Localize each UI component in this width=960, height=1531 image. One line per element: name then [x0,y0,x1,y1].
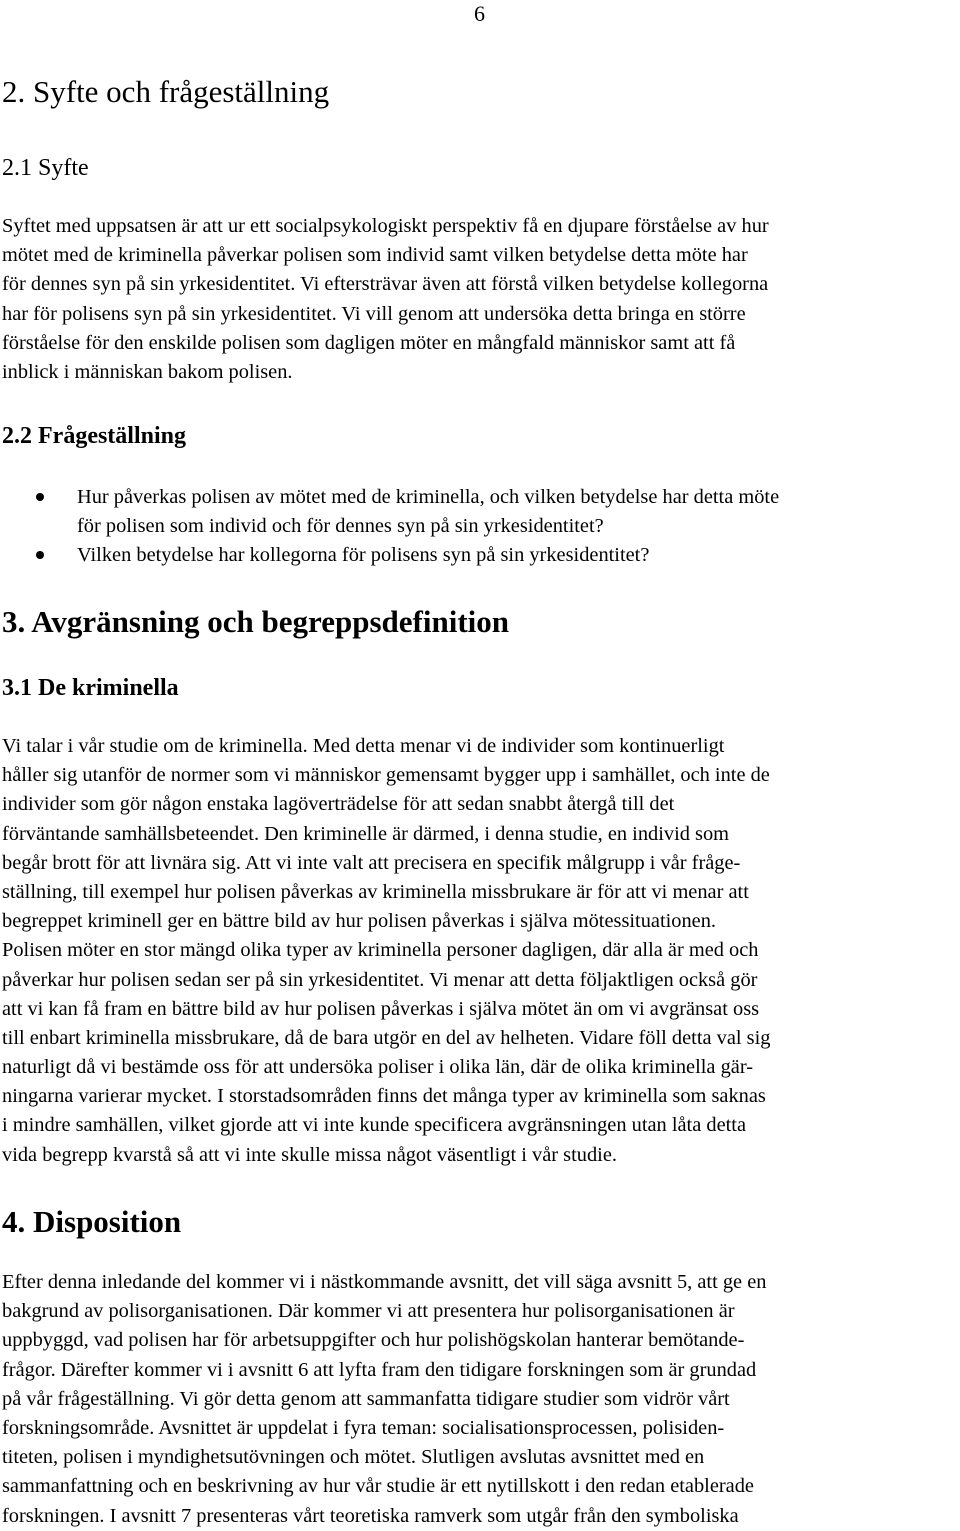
text-line: att vi kan få fram en bättre bild av hur polisen påverkas i själva mötet än om vi avgränsat oss [2,997,760,1020]
text-line: forskningsområde. Avsnittet är uppdelat i fyra teman: socialisationsprocessen, polisiden- [2,1416,725,1439]
bullet-icon [36,493,44,501]
section-2-2-heading: 2.2 Frågeställning [2,423,186,449]
text-line: Polisen möter en stor mängd olika typer av kriminella personer dagligen, där alla är med och [2,939,759,962]
text-line: begreppet kriminell ger en bättre bild av hur polisen påverkas i själva mötessituationen. [2,910,717,933]
text-line: för dennes syn på sin yrkesidentitet. Vi eftersträvar även att förstå vilken betydelse kollegorna [2,273,769,296]
text-line: forskningen. I avsnitt 7 presenteras vårt teoretiska ramverk som utgår från den symboliska [2,1504,739,1527]
text-line: Syftet med uppsatsen är att ur ett socialpsykologiskt perspektiv få en djupare förståelse av hur [2,215,769,237]
section-3-1-paragraph [2,732,770,1170]
text-line: i mindre samhällen, vilket gjorde att vi inte kunde specificera avgränsningen utan låta detta [2,1114,746,1137]
text-line: individer som gör någon enstaka lagöverträdelse för att sedan snabbt återgå till det [2,793,675,816]
section-3-1-heading: 3.1 De kriminella [2,675,179,701]
text-line: förståelse för den enskilde polisen som dagligen möter en mångfald människor samt att få [2,331,736,354]
section-2-1-heading: 2.1 Syfte [2,155,89,181]
text-line: titeten, polisen i myndighetsutövningen och mötet. Slutligen avslutas avsnittet med en [2,1446,705,1469]
section-2-heading: 2. Syfte och frågeställning [2,74,330,109]
text-line: uppbyggd, vad polisen har för arbetsuppgifter och hur polishögskolan hanterar bemötande- [2,1329,745,1352]
list-item [0,541,779,570]
text-line: påverkar hur polisen sedan ser på sin yrkesidentitet. Vi menar att detta följaktligen också gör [2,968,758,991]
text-line: bakgrund av polisorganisationen. Där kommer vi att presentera hur polisorganisationen är [2,1300,735,1323]
text-line: på vår frågeställning. Vi gör detta genom att sammanfatta tidigare studier som vidrör vårt [2,1387,730,1410]
text-line: Vi talar i vår studie om de kriminella. Med detta menar vi de individer som kontinuerligt [2,735,725,757]
text-line: ningarna varierar mycket. I storstadsområden finns det många typer av kriminella som saknas [2,1085,766,1108]
page-number: 6 [474,1,485,26]
text-line: frågor. Därefter kommer vi i avsnitt 6 att lyfta fram den tidigare forskningen som är grundad [2,1358,757,1381]
text-line: begår brott för att livnära sig. Att vi inte valt att precisera en specifik målgrupp i vår fråge- [2,851,741,874]
text-line: till enbart kriminella missbrukare, då de bara utgör en del av helheten. Vidare föll detta val sig [2,1026,771,1049]
text-line: Vilken betydelse har kollegorna för polisens syn på sin yrkesidentitet? [77,544,650,567]
bullet-icon [36,551,44,559]
text-line: inblick i människan bakom polisen. [2,360,293,383]
list-item [0,483,779,541]
text-line: förväntande samhällsbeteendet. Den kriminelle är därmed, i denna studie, en individ som [2,822,730,845]
section-3-heading: 3. Avgränsning och begreppsdefinition [2,604,510,639]
text-line: mötet med de kriminella påverkar polisen som individ samt vilken betydelse detta möte har [2,244,748,267]
text-line: håller sig utanför de normer som vi människor gemensamt bygger upp i samhället, och inte de [2,764,770,787]
section-4-heading: 4. Disposition [2,1204,182,1239]
text-line: ställning, till exempel hur polisen påverkas av kriminella missbrukare är för att vi menar att [2,880,749,903]
text-line: Efter denna inledande del kommer vi i nästkommande avsnitt, det vill säga avsnitt 5, att ge en [2,1271,767,1293]
text-line: har för polisens syn på sin yrkesidentitet. Vi vill genom att undersöka detta bringa en större [2,302,746,325]
section-4-paragraph [2,1268,766,1531]
text-line: sammanfattning och en beskrivning av hur vår studie är ett nytillskott i den redan etablerade [2,1475,754,1498]
question-list [0,483,779,571]
text-line: för polisen som individ och för dennes syn på sin yrkesidentitet? [77,515,604,538]
text-line: vida begrepp kvarstå så att vi inte skulle missa något väsentligt i vår studie. [2,1143,617,1166]
text-line: naturligt då vi bestämde oss för att undersöka poliser i olika län, där de olika kriminella gär- [2,1056,753,1079]
section-2-1-paragraph [2,212,769,387]
text-line: Hur påverkas polisen av mötet med de kriminella, och vilken betydelse har detta möte [77,486,780,508]
